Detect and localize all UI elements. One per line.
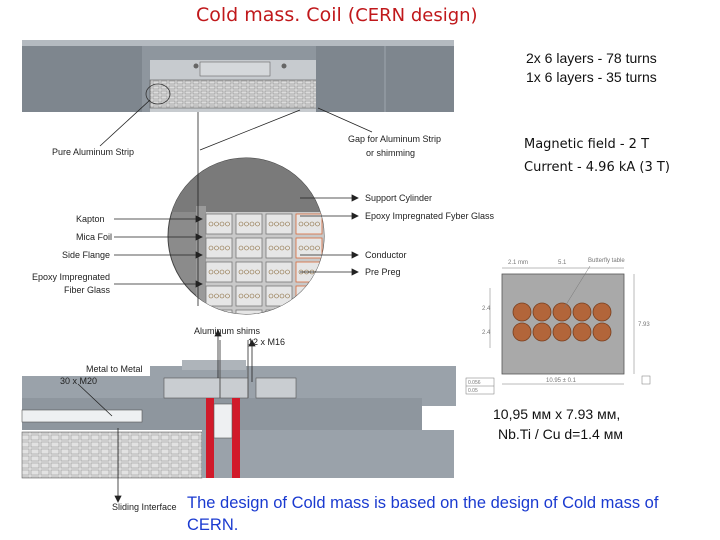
strand-dot: [239, 318, 243, 322]
label-metal-to-metal: Metal to Metal: [86, 364, 143, 374]
strand-dot: [245, 318, 249, 322]
label-gap-line-2: or shimming: [366, 148, 416, 158]
strand-dot: [305, 318, 309, 322]
strand-dot: [340, 294, 344, 298]
dim-top-right: Butterfly table: [588, 258, 625, 264]
strand-dot: [280, 318, 284, 322]
strand-dot: [215, 318, 219, 322]
strand-dot: [209, 318, 213, 322]
label-bolt-30: 30 x M20: [60, 376, 98, 386]
strand-dot: [299, 318, 303, 322]
conductor-cell: [206, 214, 232, 234]
strand-dot: [340, 318, 344, 322]
copper-strand: [533, 323, 551, 341]
turns-line-1: 2x 6 layers - 78 turns: [526, 50, 657, 66]
label-pre-preg: Pre Preg: [365, 267, 401, 277]
copper-strand: [593, 303, 611, 321]
turns-line-2: 1x 6 layers - 35 turns: [526, 69, 657, 85]
strand-dot: [299, 294, 303, 298]
strand-dot: [329, 294, 333, 298]
field-line-2: Current - 4.96 kA (3 T): [524, 160, 670, 175]
copper-strand: [533, 303, 551, 321]
support-cylinder-section: [22, 40, 454, 112]
conductor-material: Nb.Ti / Cu d=1.4 мм: [498, 426, 623, 442]
dim-top-left: 2.1 mm: [508, 260, 529, 266]
strand-dot: [305, 294, 309, 298]
copper-strand: [593, 323, 611, 341]
strand-dot: [329, 246, 333, 250]
strand-dot: [329, 318, 333, 322]
conductor-cell: [296, 214, 322, 234]
conductor-cell: [326, 286, 352, 306]
dim-right: 7.93: [638, 322, 650, 328]
label-aluminum-shims: Aluminum shims: [194, 326, 261, 336]
flange-assembly: [22, 340, 456, 478]
strand-dot: [346, 246, 350, 250]
strand-dot: [226, 318, 230, 322]
label-gap-line-1: Gap for Aluminum Strip: [348, 134, 442, 144]
strand-dot: [286, 318, 290, 322]
conductor-cell: [236, 214, 262, 234]
magnified-coil-detail: [160, 112, 352, 330]
conductor-cell: [326, 214, 352, 234]
conductor-cell: [266, 214, 292, 234]
strand-dot: [220, 318, 224, 322]
label-mica-foil: Mica Foil: [76, 232, 113, 242]
copper-strand: [513, 303, 531, 321]
strand-dot: [340, 222, 344, 226]
conductor-cell: [296, 286, 322, 306]
label-conductor: Conductor: [365, 250, 407, 260]
slide-caption: The design of Cold mass is based on the design of Cold mass of CERN.: [187, 494, 659, 534]
label-kapton: Kapton: [76, 214, 105, 224]
strand-dot: [269, 318, 273, 322]
ref-1: 0.056: [468, 380, 481, 386]
label-epoxy-fiber-2: Fiber Glass: [64, 285, 111, 295]
conductor-cell: [266, 262, 292, 282]
label-pure-aluminum-strip: Pure Aluminum Strip: [52, 147, 135, 157]
copper-strand: [553, 323, 571, 341]
strand-dot: [346, 318, 350, 322]
strand-dot: [316, 318, 320, 322]
strand-dot: [275, 318, 279, 322]
conductor-cell: [206, 286, 232, 306]
label-epoxy-fiber-1: Epoxy Impregnated: [32, 272, 111, 282]
conductor-cell: [296, 310, 322, 330]
strand-dot: [346, 222, 350, 226]
conductor-cell: [236, 286, 262, 306]
ref-2: 0.05: [468, 388, 478, 394]
label-bolt-12: 12 x M16: [248, 337, 286, 347]
copper-strand: [553, 303, 571, 321]
conductor-cell: [206, 238, 232, 258]
strand-dot: [256, 318, 260, 322]
label-sliding-interface: Sliding Interface: [112, 502, 177, 512]
conductor-cell: [236, 238, 262, 258]
conductor-cell: [266, 286, 292, 306]
conductor-cell: [326, 310, 352, 330]
copper-strand: [573, 303, 591, 321]
title-main: Cold mass. Coil (: [196, 4, 356, 26]
strand-dot: [346, 294, 350, 298]
label-side-flange: Side Flange: [62, 250, 111, 260]
strand-dot: [340, 246, 344, 250]
field-line-1: Magnetic field - 2 T: [524, 137, 650, 152]
label-support-cylinder: Support Cylinder: [365, 193, 433, 203]
strand-dot: [335, 222, 339, 226]
copper-strand: [513, 323, 531, 341]
dim-bottom: 10.95 ± 0.1: [546, 378, 576, 384]
conductor-cell: [236, 262, 262, 282]
label-epoxy-fyber: Epoxy Impregnated Fyber Glass: [365, 211, 495, 221]
strand-dot: [316, 294, 320, 298]
copper-strand: [573, 323, 591, 341]
strand-dot: [335, 318, 339, 322]
strand-dot: [250, 318, 254, 322]
strand-dot: [310, 318, 314, 322]
conductor-cell: [266, 310, 292, 330]
conductor-cell: [266, 238, 292, 258]
conductor-drawing: [462, 248, 662, 398]
dim-top-mid: 5.1: [558, 260, 567, 266]
dim-left-2: 2.4: [482, 330, 491, 336]
dim-left-1: 2.4: [482, 306, 491, 312]
strand-dot: [329, 222, 333, 226]
strand-dot: [310, 294, 314, 298]
strand-dot: [335, 246, 339, 250]
conductor-dims: 10,95 мм x 7.93 мм,: [493, 406, 621, 422]
conductor-cell: [206, 262, 232, 282]
strand-dot: [335, 294, 339, 298]
title-sub: CERN design): [355, 5, 478, 26]
